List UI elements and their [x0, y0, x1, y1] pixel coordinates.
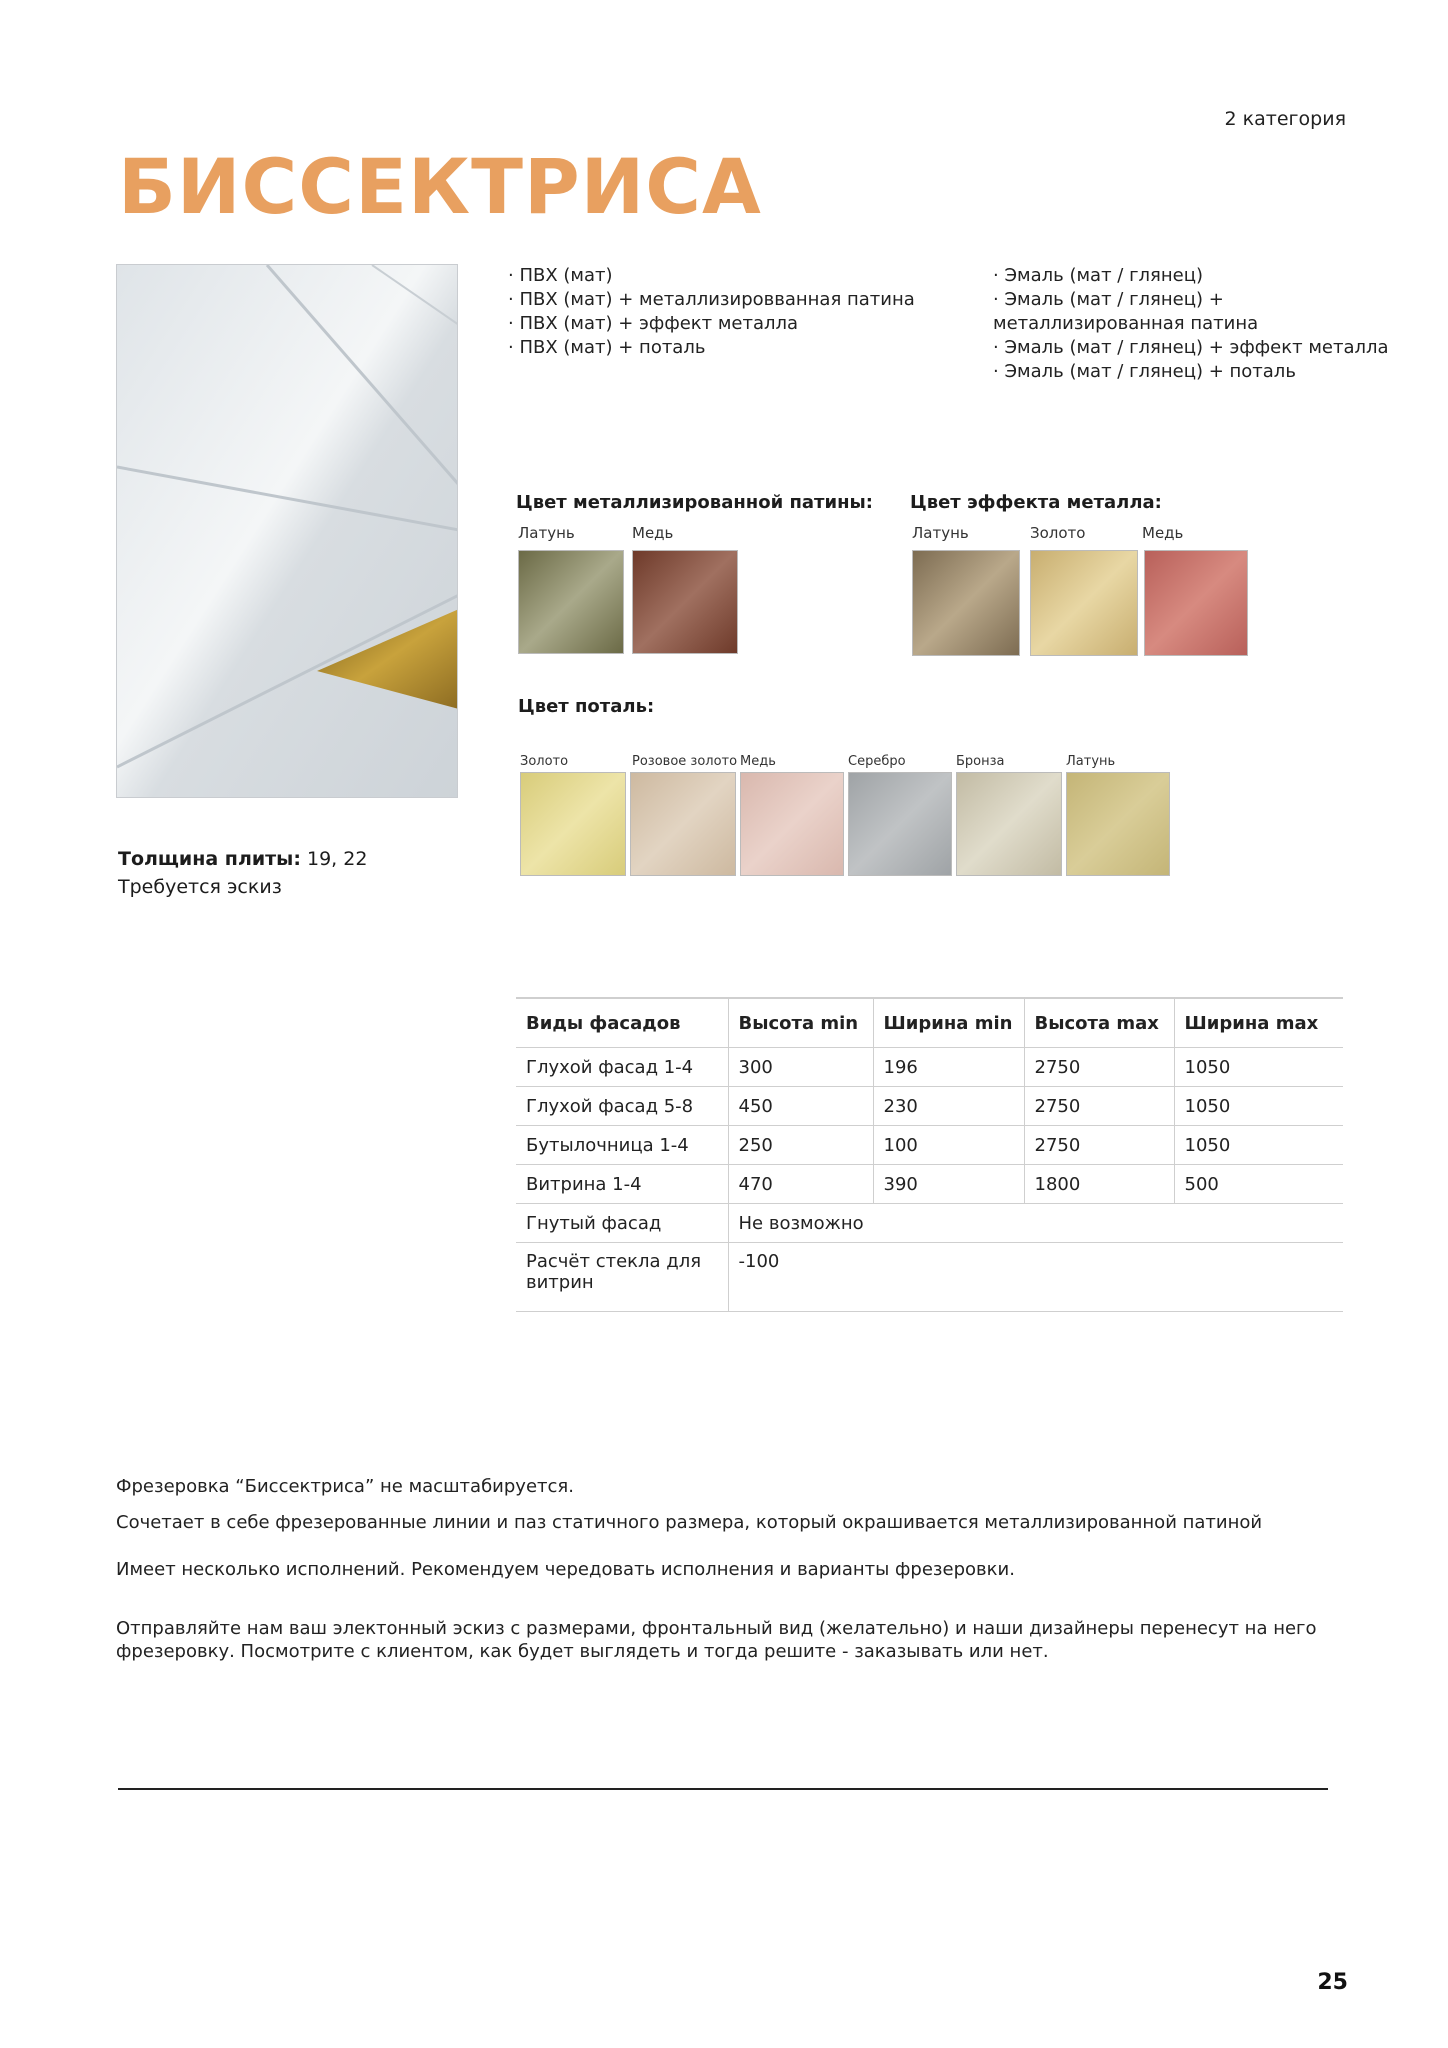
- thickness-label: Толщина плиты:: [118, 848, 301, 870]
- cell: 450: [728, 1087, 873, 1126]
- table-row: [516, 1087, 1343, 1126]
- page-title: БИССЕКТРИСА: [118, 142, 762, 231]
- note-line: Сочетает в себе фрезерованные линии и паз статичного размера, который окрашивается металлизированной патиной: [116, 1512, 1263, 1533]
- swatch-potal-copper: [740, 772, 844, 876]
- finish-item: · Эмаль (мат / глянец): [993, 265, 1203, 286]
- potal-title: Цвет поталь:: [518, 696, 655, 717]
- cell: 1050: [1174, 1048, 1343, 1087]
- swatch-label: Бронза: [956, 754, 1005, 769]
- col-header: Ширина min: [873, 998, 1024, 1048]
- note-line: фрезеровку. Посмотрите с клиентом, как будет выглядеть и тогда решите - заказывать или нет.: [116, 1641, 1049, 1662]
- swatch-label: Розовое золото: [632, 754, 738, 769]
- finish-list-pvc: [508, 264, 915, 360]
- note-line: Отправляйте нам ваш электонный эскиз с размерами, фронтальный вид (желательно) и наши дизайнеры перенесут на него: [116, 1618, 1317, 1639]
- metal-effect-title: Цвет эффекта металла:: [910, 492, 1162, 513]
- cell: 2750: [1024, 1048, 1174, 1087]
- note-line: Имеет несколько исполнений. Рекомендуем чередовать исполнения и варианты фрезеровки.: [116, 1559, 1015, 1580]
- swatch-potal-silver: [848, 772, 952, 876]
- swatch-label: Латунь: [912, 524, 969, 542]
- finish-item: · Эмаль (мат / глянец) + эффект металла: [993, 337, 1389, 358]
- finish-item: · ПВХ (мат): [508, 265, 613, 286]
- swatch-label: Латунь: [518, 524, 575, 542]
- finish-item: · ПВХ (мат) + эффект металла: [508, 313, 799, 334]
- finish-list-enamel: [993, 264, 1389, 384]
- swatch-potal-rose-gold: [630, 772, 736, 876]
- cell: -100: [728, 1243, 1343, 1312]
- cell: 2750: [1024, 1126, 1174, 1165]
- table-row: [516, 1126, 1343, 1165]
- table-row: [516, 1165, 1343, 1204]
- col-header: Виды фасадов: [516, 998, 728, 1048]
- swatch-metal-brass: [912, 550, 1020, 656]
- specs: [118, 845, 367, 901]
- cell: 390: [873, 1165, 1024, 1204]
- swatch-label: Медь: [632, 524, 674, 542]
- facade-photo: [116, 264, 458, 798]
- thickness-value: 19, 22: [300, 848, 368, 870]
- swatch-label: Медь: [740, 754, 776, 769]
- cell: Не возможно: [728, 1204, 1343, 1243]
- col-header: Ширина max: [1174, 998, 1343, 1048]
- swatch-label: Серебро: [848, 754, 906, 769]
- table-row: [516, 1243, 1343, 1312]
- finish-item: · Эмаль (мат / глянец) +: [993, 289, 1224, 310]
- divider: [118, 1788, 1328, 1790]
- swatch-potal-bronze: [956, 772, 1062, 876]
- category-label: 2 категория: [1224, 108, 1346, 130]
- swatch-potal-gold: [520, 772, 626, 876]
- sketch-note: Требуется эскиз: [118, 876, 282, 898]
- finish-item: · ПВХ (мат) + металлизировванная патина: [508, 289, 915, 310]
- cell: Бутылочница 1-4: [516, 1126, 728, 1165]
- cell: 250: [728, 1126, 873, 1165]
- col-header: Высота max: [1024, 998, 1174, 1048]
- facade-sizes-table: [516, 997, 1343, 1312]
- table-row: [516, 1048, 1343, 1087]
- swatch-label: Медь: [1142, 524, 1184, 542]
- swatch-patina-copper: [632, 550, 738, 654]
- cell: 1050: [1174, 1126, 1343, 1165]
- cell: Глухой фасад 1-4: [516, 1048, 728, 1087]
- cell: 1800: [1024, 1165, 1174, 1204]
- swatch-label: Латунь: [1066, 754, 1116, 769]
- swatch-label: Золото: [1030, 524, 1086, 542]
- thickness-row: [118, 845, 367, 873]
- cell: 196: [873, 1048, 1024, 1087]
- cell: Витрина 1-4: [516, 1165, 728, 1204]
- cell: Гнутый фасад: [516, 1204, 728, 1243]
- cell: Расчёт стекла для витрин: [516, 1243, 728, 1312]
- note-line: Фрезеровка “Биссектриса” не масштабируется.: [116, 1476, 574, 1497]
- swatch-potal-brass: [1066, 772, 1170, 876]
- cell: 100: [873, 1126, 1024, 1165]
- cell: 470: [728, 1165, 873, 1204]
- table-header-row: [516, 998, 1343, 1048]
- table-row: [516, 1204, 1343, 1243]
- col-header: Высота min: [728, 998, 873, 1048]
- cell: 230: [873, 1087, 1024, 1126]
- swatch-metal-copper: [1144, 550, 1248, 656]
- finish-item: · Эмаль (мат / глянец) + поталь: [993, 361, 1296, 382]
- patina-title: Цвет металлизированной патины:: [516, 492, 873, 513]
- swatch-patina-brass: [518, 550, 624, 654]
- cell: 500: [1174, 1165, 1343, 1204]
- facade-illustration: [117, 265, 458, 798]
- cell: 1050: [1174, 1087, 1343, 1126]
- swatch-label: Золото: [520, 754, 569, 769]
- finish-item: металлизированная патина: [993, 313, 1259, 334]
- swatch-metal-gold: [1030, 550, 1138, 656]
- page-number: 25: [1317, 1970, 1348, 1995]
- finish-item: · ПВХ (мат) + поталь: [508, 337, 706, 358]
- cell: 2750: [1024, 1087, 1174, 1126]
- cell: 300: [728, 1048, 873, 1087]
- cell: Глухой фасад 5-8: [516, 1087, 728, 1126]
